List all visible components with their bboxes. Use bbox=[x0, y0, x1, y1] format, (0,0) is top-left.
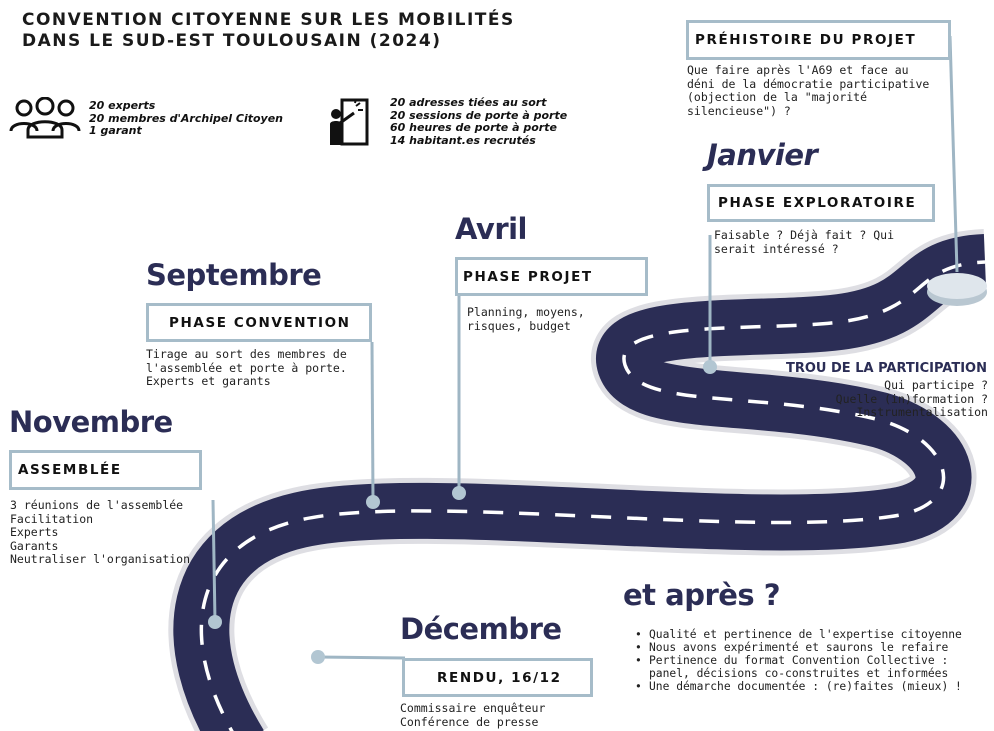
decembre-line: Conférence de presse bbox=[400, 714, 539, 729]
et-apres-title: et après ? bbox=[623, 578, 781, 612]
phase-projet-label: PHASE PROJET bbox=[463, 268, 593, 285]
stats-people bbox=[89, 100, 283, 138]
novembre-description bbox=[10, 499, 190, 567]
rendu-label: RENDU, 16/12 bbox=[437, 669, 562, 686]
stat-adresses: 20 adresses tiées au sort bbox=[390, 96, 547, 109]
stat-garant: 1 garant bbox=[89, 124, 142, 137]
stat-sessions: 20 sessions de porte à porte bbox=[390, 108, 568, 122]
month-novembre: Novembre bbox=[9, 405, 173, 439]
page-title bbox=[22, 10, 515, 52]
month-decembre: Décembre bbox=[400, 612, 562, 646]
janvier-line: Faisable ? Déjà fait ? Qui bbox=[714, 228, 895, 242]
decembre-line: Commissaire enquêteur bbox=[400, 701, 546, 715]
prehistoire-description bbox=[687, 64, 929, 118]
phase-projet-box bbox=[455, 257, 648, 296]
novembre-line: 3 réunions de l'assemblée bbox=[10, 498, 184, 512]
marker-septembre bbox=[366, 495, 380, 509]
janvier-description bbox=[714, 229, 894, 256]
trou-line: Quelle (in)formation ? bbox=[835, 391, 988, 406]
avril-line: risques, budget bbox=[467, 318, 571, 333]
septembre-line: Tirage au sort des membres de bbox=[146, 347, 347, 361]
decembre-description bbox=[400, 702, 545, 729]
assemblee-box bbox=[9, 450, 202, 490]
septembre-line: l'assemblée et porte à porte. bbox=[146, 360, 347, 375]
et-apres-item: • Une démarche documentée : (re)faites (mieux) ! bbox=[633, 680, 993, 693]
month-septembre: Septembre bbox=[146, 258, 322, 292]
month-avril: Avril bbox=[455, 212, 527, 246]
et-apres-list bbox=[633, 628, 993, 693]
title-line-1: CONVENTION CITOYENNE SUR LES MOBILITÉS bbox=[22, 10, 515, 30]
stat-membres: 20 membres d'Archipel Citoyen bbox=[89, 111, 284, 125]
month-janvier: Janvier bbox=[707, 138, 818, 172]
et-apres-item: • Pertinence du format Convention Collective : bbox=[633, 654, 993, 667]
prehistoire-line: déni de la démocratie participative bbox=[687, 76, 930, 91]
et-apres-item: • Nous avons expérimenté et saurons le refaire bbox=[633, 641, 993, 654]
prehistoire-box bbox=[686, 20, 951, 60]
septembre-line: Experts et garants bbox=[146, 374, 271, 388]
et-apres-item: • Qualité et pertinence de l'expertise citoyenne bbox=[633, 628, 993, 641]
assemblee-label: ASSEMBLÉE bbox=[18, 462, 122, 478]
connector-decembre bbox=[318, 657, 405, 658]
marker-janvier bbox=[703, 360, 717, 374]
marker-avril bbox=[452, 486, 466, 500]
novembre-line: Garants bbox=[10, 538, 59, 553]
people-group-icon bbox=[8, 97, 82, 139]
connector-septembre bbox=[372, 342, 373, 500]
marker-decembre bbox=[311, 650, 325, 664]
trou-participation-description bbox=[836, 379, 988, 420]
rendu-box bbox=[402, 658, 593, 697]
janvier-line: serait intéressé ? bbox=[714, 241, 839, 256]
trou-line: Instrumentalisation bbox=[856, 405, 988, 419]
prehistoire-label: PRÉHISTOIRE DU PROJET bbox=[695, 32, 917, 48]
avril-description bbox=[467, 306, 585, 333]
et-apres-item-continuation: panel, décisions co-construites et informées bbox=[649, 667, 949, 680]
phase-convention-box bbox=[146, 303, 372, 342]
marker-novembre bbox=[208, 615, 222, 629]
prehistoire-line: Que faire après l'A69 et face au bbox=[687, 63, 909, 77]
stats-doors bbox=[390, 97, 567, 147]
stat-experts: 20 experts bbox=[89, 99, 156, 112]
prehistoire-line: (objection de la "majorité bbox=[687, 90, 868, 104]
phase-exploratoire-label: PHASE EXPLORATOIRE bbox=[718, 195, 917, 211]
septembre-description bbox=[146, 348, 347, 389]
novembre-line: Facilitation bbox=[10, 511, 94, 526]
stat-habitants: 14 habitant.es recrutés bbox=[390, 133, 536, 147]
connector-novembre bbox=[213, 500, 215, 622]
phase-exploratoire-box bbox=[707, 184, 935, 222]
phase-convention-label: PHASE CONVENTION bbox=[169, 314, 351, 331]
novembre-line: Neutraliser l'organisation bbox=[10, 552, 191, 566]
avril-line: Planning, moyens, bbox=[467, 305, 585, 319]
road-end-cap-top bbox=[927, 273, 987, 299]
prehistoire-line: silencieuse") ? bbox=[687, 103, 791, 118]
novembre-line: Experts bbox=[10, 525, 59, 539]
trou-participation-title: TROU DE LA PARTICIPATION bbox=[785, 361, 987, 376]
trou-line: Qui participe ? bbox=[884, 378, 988, 392]
presenter-board-icon bbox=[328, 97, 370, 147]
stat-heures: 60 heures de porte à porte bbox=[390, 121, 557, 134]
title-line-2: DANS LE SUD-EST TOULOUSAIN (2024) bbox=[22, 31, 442, 51]
